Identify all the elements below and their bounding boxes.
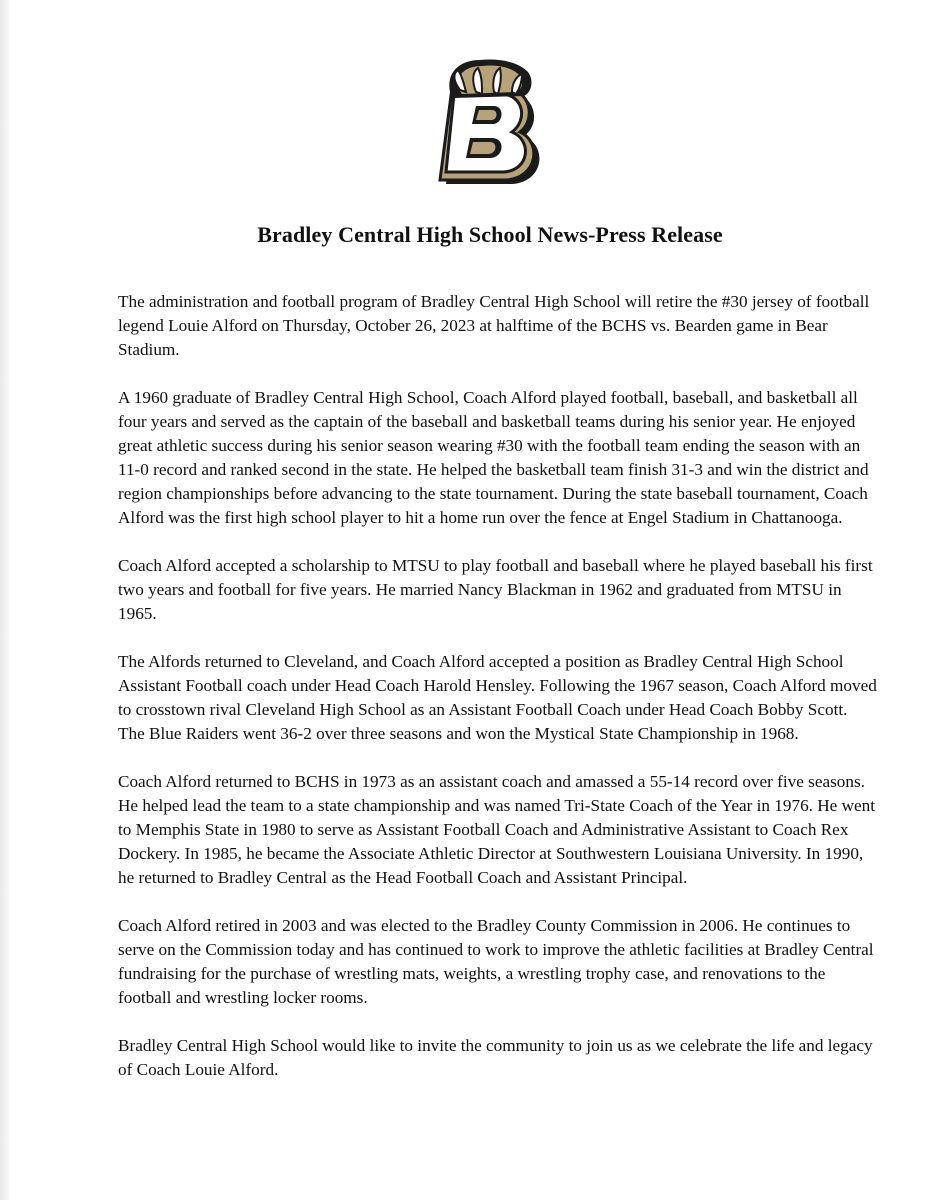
paragraph-early-coaching: The Alfords returned to Cleveland, and Coach Alford accepted a position as Bradley Central High School Assistant Football coach under Head Coach Harold Hensley. Following the 1967 season, Coach Alford moved to crosstown rival Cleveland High School as an Assistant Football Coach under Head Coach Bobby Scott. The Blue Raiders went 36-2 over three seasons and won the Mystical State Championship in 1968.	[118, 652, 877, 743]
press-release-body	[118, 290, 878, 1106]
paragraph-jersey-retirement: The administration and football program of Bradley Central High School will retire the #30 jersey of football legend Louie Alford on Thursday, October 26, 2023 at halftime of the BCHS vs. Bearden game in Bear Stadium.	[118, 292, 870, 359]
page-edge-shadow	[0, 0, 9, 1200]
paragraph-high-school-career: A 1960 graduate of Bradley Central High School, Coach Alford played football, baseball, and basketball all four years and served as the captain of the baseball and basketball teams during his senior year. He enjoyed great athletic success during his senior season wearing #30 with the football team ending the season with an 11-0 record and ranked second in the state. He helped the basketball team finish 31-3 and win the district and region championships before advancing to the state tournament. During the state baseball tournament, Coach Alford was the first high school player to hit a home run over the fence at Engel Stadium in Chattanooga.	[118, 388, 869, 527]
paragraph-bchs-return: Coach Alford returned to BCHS in 1973 as an assistant coach and amassed a 55-14 record over five seasons. He helped lead the team to a state championship and was named Tri-State Coach of the Year in 1976. He went to Memphis State in 1980 to serve as Assistant Football Coach and Administrative Assistant to Coach Rex Dockery. In 1985, he became the Associate Athletic Director at Southwestern Louisiana University. In 1990, he returned to Bradley Central as the Head Football Coach and Assistant Principal.	[118, 772, 876, 887]
paragraph-commission: Coach Alford retired in 2003 and was elected to the Bradley County Commission in 2006. He continues to serve on the Commission today and has continued to work to improve the athletic facilities at Bradley Central fundraising for the purchase of wrestling mats, weights, a wrestling trophy case, and renovations to the football and wrestling locker rooms.	[118, 916, 874, 1007]
bear-claw-b-logo-icon	[432, 52, 556, 186]
paragraph-invitation: Bradley Central High School would like to invite the community to join us as we celebrate the life and legacy of Coach Louie Alford.	[118, 1036, 873, 1079]
paragraph-mtsu: Coach Alford accepted a scholarship to MTSU to play football and baseball where he played baseball his first two years and football for five years. He married Nancy Blackman in 1962 and graduated from MTSU in 1965.	[118, 556, 873, 623]
page-title: Bradley Central High School News-Press Release	[257, 222, 723, 247]
